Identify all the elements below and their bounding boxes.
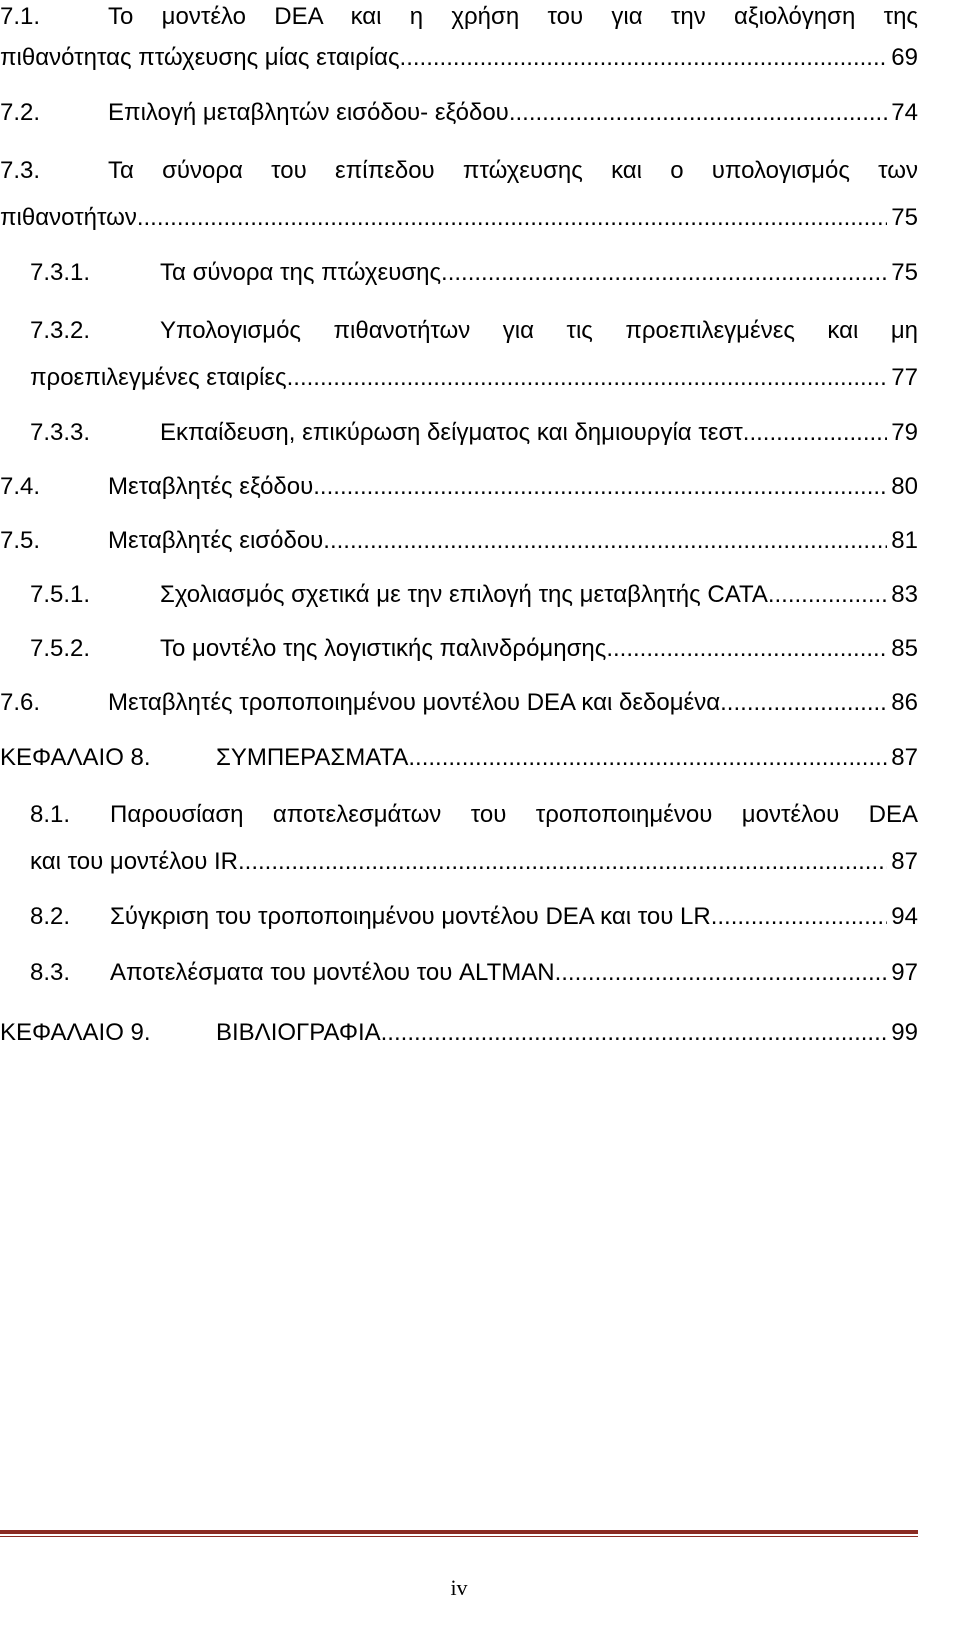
toc-entry-number: 7.3.3. bbox=[30, 419, 91, 446]
toc-entry-number: 8.1. bbox=[30, 801, 71, 828]
toc-entry-number: 7.3. bbox=[0, 157, 41, 184]
toc-dot-leader bbox=[313, 470, 887, 504]
footer-rule bbox=[0, 1530, 918, 1534]
toc-entry-number: 7.6. bbox=[0, 689, 41, 716]
toc-dot-leader bbox=[768, 578, 887, 612]
toc-leader bbox=[160, 256, 918, 290]
toc-dot-leader bbox=[720, 686, 887, 720]
toc-leader bbox=[160, 632, 918, 666]
toc-entry-title: Αποτελέσματα του μοντέλου του ALTMAN bbox=[110, 959, 555, 986]
toc-entry-number: 7.5. bbox=[0, 527, 41, 554]
toc-page-number: 74 bbox=[891, 99, 918, 126]
toc-leader bbox=[216, 741, 918, 775]
toc-leader bbox=[160, 416, 918, 450]
toc-dot-leader bbox=[448, 256, 888, 290]
toc-entry-number: 7.3.1. bbox=[30, 259, 91, 286]
toc-page-number: 86 bbox=[891, 689, 918, 716]
toc-leader bbox=[110, 900, 918, 934]
toc-chapter-number: ΚΕΦΑΛΑΙΟ 9. bbox=[0, 1019, 151, 1046]
toc-entry-title-cont: πιθανότητας πτώχευσης μίας εταιρίας. bbox=[0, 44, 407, 71]
toc-entry-8-2[interactable] bbox=[30, 900, 918, 934]
toc-page-number: 83 bbox=[891, 581, 918, 608]
toc-page-number: 99 bbox=[891, 1019, 918, 1046]
toc-dot-leader bbox=[606, 632, 887, 666]
toc-leader bbox=[110, 956, 918, 990]
toc-entry-7-3-3[interactable] bbox=[30, 416, 918, 450]
toc-dot-leader bbox=[144, 201, 888, 235]
toc-entry-title: Μεταβλητές εξόδου bbox=[108, 473, 314, 500]
toc-entry-title: Επιλογή μεταβλητών εισόδου- εξόδου bbox=[108, 99, 509, 126]
toc-entry-7-6[interactable] bbox=[0, 686, 918, 720]
toc-entry-number: 7.4. bbox=[0, 473, 41, 500]
toc-entry-title-cont: προεπιλεγμένες εταιρίες. bbox=[30, 364, 294, 391]
toc-chapter-9[interactable] bbox=[0, 1016, 918, 1050]
toc-chapter-title: ΣΥΜΠΕΡΑΣΜΑΤΑ bbox=[216, 744, 409, 771]
toc-entry-7-3-line1[interactable] bbox=[0, 154, 918, 188]
toc-entry-7-3-1[interactable] bbox=[30, 256, 918, 290]
toc-leader bbox=[160, 578, 918, 612]
toc-entry-7-5-2[interactable] bbox=[30, 632, 918, 666]
toc-entry-title: Το μοντέλο DEA και η χρήση του για την αξιολόγηση της bbox=[108, 3, 918, 30]
toc-dot-leader bbox=[245, 845, 888, 879]
toc-entry-number: 7.1. bbox=[0, 3, 41, 30]
toc-leader bbox=[108, 96, 918, 130]
toc-entry-8-1-line2[interactable] bbox=[30, 845, 918, 879]
toc-entry-title: Το μοντέλο της λογιστικής παλινδρόμησης bbox=[160, 635, 607, 662]
toc-page-number: 77 bbox=[891, 364, 918, 391]
toc-entry-title: Μεταβλητές εισόδου bbox=[108, 527, 324, 554]
toc-entry-title-cont: και του μοντέλου IR. bbox=[30, 848, 245, 875]
toc-leader bbox=[108, 470, 918, 504]
toc-leader bbox=[30, 361, 918, 395]
toc-dot-leader bbox=[555, 956, 888, 990]
toc-dot-leader bbox=[293, 361, 887, 395]
toc-dot-leader bbox=[323, 524, 887, 558]
toc-page-number: 75 bbox=[891, 259, 918, 286]
toc-leader bbox=[0, 41, 918, 75]
toc-dot-leader bbox=[406, 41, 887, 75]
toc-entry-title: Εκπαίδευση, επικύρωση δείγματος και δημιουργία τεστ bbox=[160, 419, 743, 446]
toc-dot-leader bbox=[509, 96, 887, 130]
toc-leader bbox=[108, 524, 918, 558]
toc-leader bbox=[30, 845, 918, 879]
toc-dot-leader bbox=[408, 741, 887, 775]
page-number: iv bbox=[450, 1575, 468, 1600]
toc-chapter-number: ΚΕΦΑΛΑΙΟ 8. bbox=[0, 744, 151, 771]
toc-leader bbox=[108, 686, 918, 720]
toc-page-number: 85 bbox=[891, 635, 918, 662]
toc-leader bbox=[216, 1016, 918, 1050]
toc-page-number: 87 bbox=[891, 848, 918, 875]
toc-chapter-title: ΒΙΒΛΙΟΓΡΑΦΙΑ bbox=[216, 1019, 381, 1046]
toc-entry-number: 8.2. bbox=[30, 903, 71, 930]
toc-entry-number: 8.3. bbox=[30, 959, 71, 986]
toc-entry-7-4[interactable] bbox=[0, 470, 918, 504]
toc-entry-title: Παρουσίαση αποτελεσμάτων του τροποποιημένου μοντέλου DEA bbox=[110, 801, 918, 828]
toc-entry-title: Υπολογισμός πιθανοτήτων για τις προεπιλεγμένες και μη bbox=[160, 317, 918, 344]
toc-entry-7-2[interactable] bbox=[0, 96, 918, 130]
toc-entry-7-3-2-line1[interactable] bbox=[30, 314, 918, 348]
toc-dot-leader bbox=[711, 900, 888, 934]
toc-entry-7-5[interactable] bbox=[0, 524, 918, 558]
toc-entry-title: Τα σύνορα του επίπεδου πτώχευσης και ο υπολογισμός των bbox=[108, 157, 918, 184]
toc-entry-7-5-1[interactable] bbox=[30, 578, 918, 612]
toc-entry-8-1-line1[interactable] bbox=[30, 798, 918, 832]
toc-entry-number: 7.5.2. bbox=[30, 635, 91, 662]
toc-entry-title-cont: πιθανοτήτων. bbox=[0, 204, 144, 231]
toc-entry-number: 7.2. bbox=[0, 99, 41, 126]
toc-leader bbox=[0, 201, 918, 235]
toc-entry-title: Σχολιασμός σχετικά με την επιλογή της μεταβλητής CATA bbox=[160, 581, 768, 608]
toc-entry-7-1-line2[interactable] bbox=[0, 41, 918, 75]
toc-entry-8-3[interactable] bbox=[30, 956, 918, 990]
toc-dot-leader bbox=[743, 416, 888, 450]
toc-page-number: 80 bbox=[891, 473, 918, 500]
toc-entry-7-3-line2[interactable] bbox=[0, 201, 918, 235]
toc-entry-title: Τα σύνορα της πτώχευσης. bbox=[160, 259, 448, 286]
toc-entry-number: 7.5.1. bbox=[30, 581, 91, 608]
toc-page-number: 69 bbox=[891, 44, 918, 71]
footer-rule-thin bbox=[0, 1536, 918, 1537]
toc-page-number: 79 bbox=[891, 419, 918, 446]
toc-entry-title: Σύγκριση του τροποποιημένου μοντέλου DEA και του LR bbox=[110, 903, 711, 930]
toc-entry-number: 7.3.2. bbox=[30, 317, 91, 344]
toc-page-number: 81 bbox=[891, 527, 918, 554]
toc-page-number: 75 bbox=[891, 204, 918, 231]
toc-dot-leader bbox=[381, 1016, 888, 1050]
toc-entry-7-3-2-line2[interactable] bbox=[30, 361, 918, 395]
toc-page-number: 97 bbox=[891, 959, 918, 986]
toc-chapter-8[interactable] bbox=[0, 741, 918, 775]
toc-page-number: 94 bbox=[891, 903, 918, 930]
toc-entry-title: Μεταβλητές τροποποιημένου μοντέλου DEA και δεδομένα bbox=[108, 689, 721, 716]
toc-entry-7-1-line1[interactable] bbox=[0, 0, 918, 34]
toc-page-number: 87 bbox=[891, 744, 918, 771]
